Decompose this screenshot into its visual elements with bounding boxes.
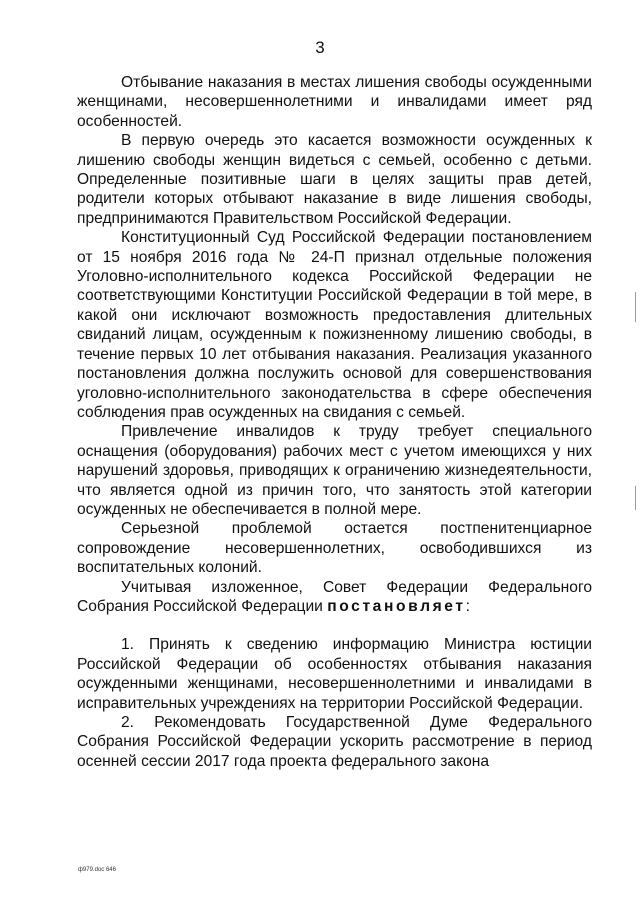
paragraph-intro: Отбывание наказания в местах лишения свободы осужденными женщинами, несовершеннолетними и инвалидами имеет ряд особенностей. [77,74,592,130]
scan-edge-mark [635,486,636,510]
resolution-item-1: 1. Принять к сведению информацию Министра юстиции Российской Федерации об особенностях отбывания наказания осужденными женщинами, несовершеннолетними и инвалидами в исправительных учреждениях на территории Российской Федерации. [77,636,592,712]
resolution-item-2: 2. Рекомендовать Государственной Думе Федерального Собрания Российской Федерации ускорить рассмотрение в период осенней сессии 2017 года проекта федерального закона [77,714,592,770]
paragraph-disabled-labor: Привлечение инвалидов к труду требует специального оснащения (оборудования) рабочих мест с учетом имеющихся у них нарушений здоровья, приводящих к ограничению жизнедеятельности, что является одной из причин того, что занятость этой категории осужденных не обеспечивается в полной мере. [77,423,592,518]
resolution-keyword: постановляет [327,597,466,615]
paragraph-gap [77,616,592,635]
resolution-intro-text: Учитывая изложенное, Совет Федерации Федерального Собрания Российской Федерации [77,578,592,615]
paragraph-constitutional-court: Конституционный Суд Российской Федерации постановлением от 15 ноября 2016 года № 24-П признал отдельные положения Уголовно-исполнительного кодекса Российской Федерации не соответствующими Конституции Российской Федерации в той мере, в какой они исключают возможность предоставления длительных свиданий лицам, осужденным к пожизненному лишению свободы, в течение первых 10 лет отбывания наказания. Реализация указанного постановления должна послужить основой для совершенствования уголовно-исполнительного законодательства в сфере обеспечения соблюдения прав осужденных на свидания с семьей. [77,229,592,421]
resolution-colon: : [465,597,470,615]
document-body [77,73,592,771]
scan-edge-mark [635,292,636,322]
file-footer: ф979.doc 646 [78,867,116,873]
paragraph-family-visits: В первую очередь это касается возможности осужденных к лишению свободы женщин видеться с семьей, особенно с детьми. Определенные позитивные шаги в целях защиты прав детей, родители которых отбывают наказание в виде лишения свободы, предпринимаются Правительством Российской Федерации. [77,132,592,227]
page-number: 3 [315,38,325,57]
paragraph-juvenile-support: Серьезной проблемой остается постпенитенциарное сопровождение несовершеннолетних, освободившихся из воспитательных колоний. [77,520,592,577]
paragraph-resolution-intro [77,578,592,617]
